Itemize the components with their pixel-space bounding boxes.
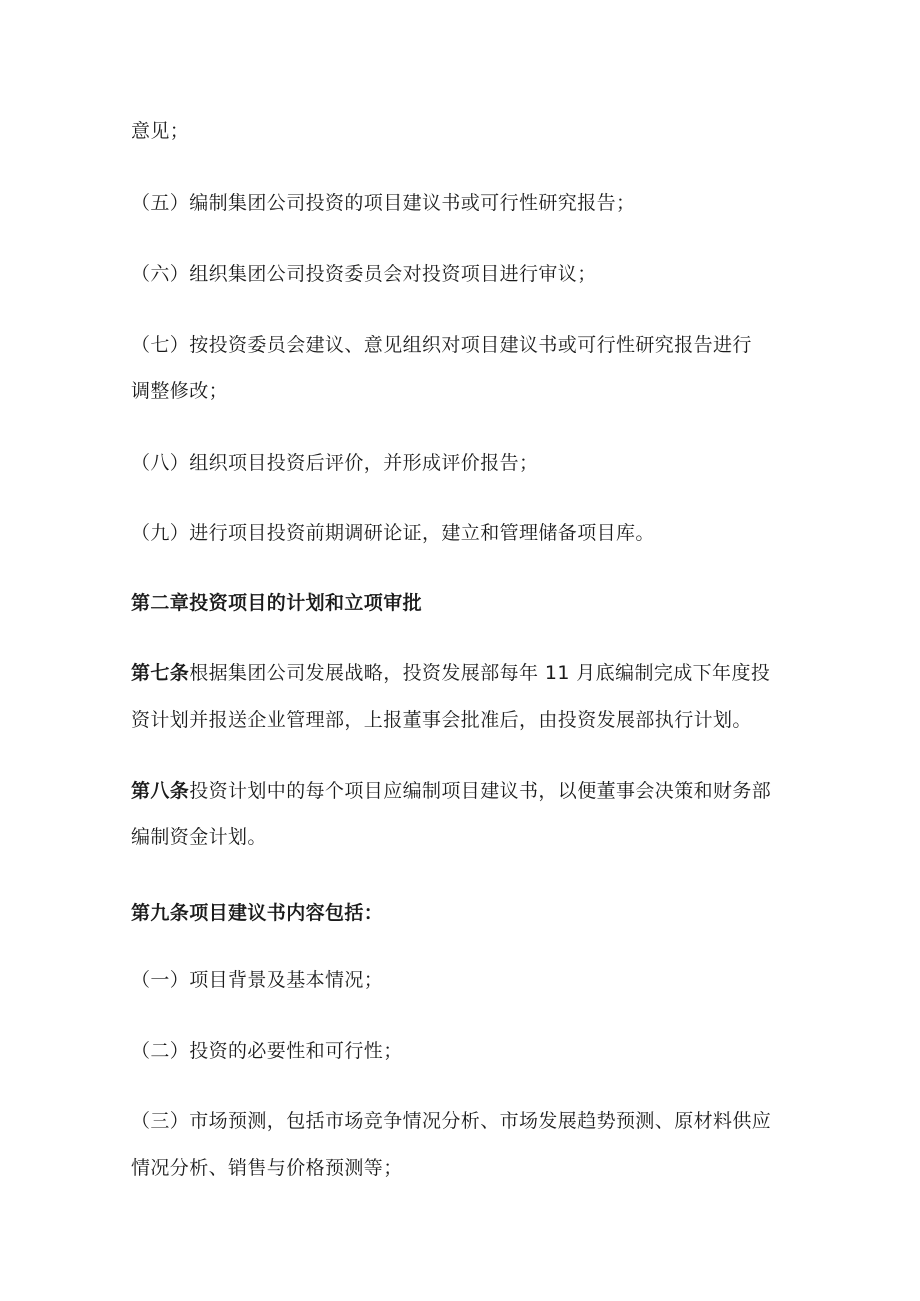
article-9-heading: 第九条项目建议书内容包括： [131,902,384,924]
article-7-continued: 资计划并报送企业管理部，上报董事会批准后，由投资发展部执行计划。 [131,709,752,731]
chapter-heading: 第二章投资项目的计划和立项审批 [131,592,423,614]
list-item-9: （九）进行项目投资前期调研论证，建立和管理储备项目库。 [131,522,655,544]
article-7: 第七条根据集团公司发展战略，投资发展部每年 11 月底编制完成下年度投 [131,662,771,684]
list-item-7: （七）按投资委员会建议、意见组织对项目建议书或可行性研究报告进行 [131,334,752,356]
list-item-5: （五）编制集团公司投资的项目建议书或可行性研究报告； [131,192,636,214]
list-item-8: （八）组织项目投资后评价，并形成评价报告； [131,452,539,474]
text-line: 意见； [131,120,190,142]
article-8: 第八条投资计划中的每个项目应编制项目建议书，以便董事会决策和财务部 [131,780,772,802]
article-number: 第七条 [131,662,190,684]
article-8-continued: 编制资金计划。 [131,826,267,848]
list-item-2: （二）投资的必要性和可行性； [131,1040,403,1062]
list-item-7-continued: 调整修改； [131,380,229,402]
list-item-3: （三）市场预测，包括市场竞争情况分析、市场发展趋势预测、原材料供应 [131,1110,772,1132]
list-item-3-continued: 情况分析、销售与价格预测等； [131,1157,403,1179]
list-item-6: （六）组织集团公司投资委员会对投资项目进行审议； [131,263,597,285]
list-item-1: （一）项目背景及基本情况； [131,969,384,991]
article-number: 第八条 [131,780,190,802]
